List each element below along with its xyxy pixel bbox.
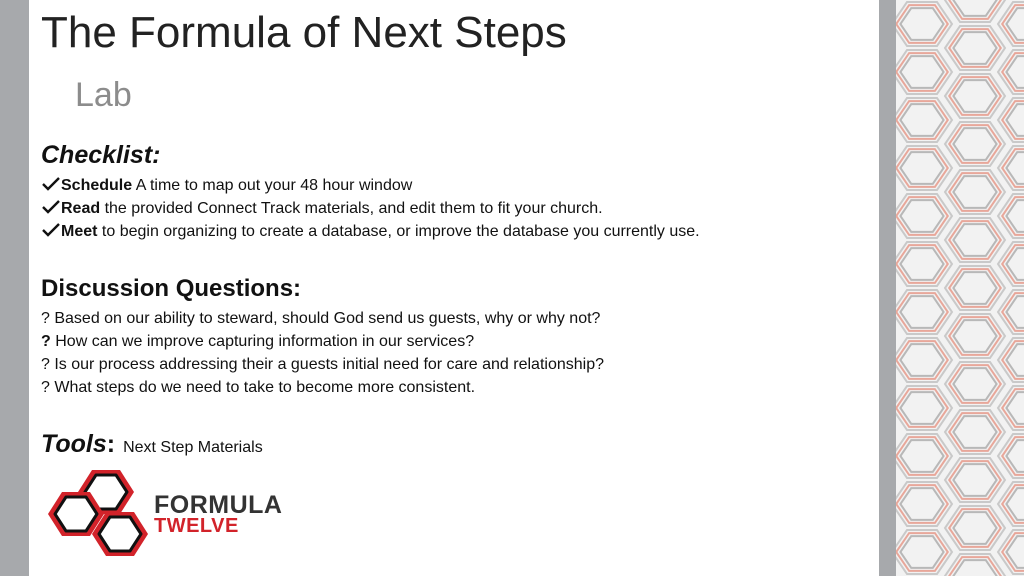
checklist-heading: Checklist:: [41, 141, 161, 169]
slide-subtitle: Lab: [75, 76, 132, 114]
left-side-bar: [0, 0, 29, 576]
hexagon-logo-icon: [46, 462, 156, 558]
discussion-question: ? Is our process addressing their a guests initial need for care and relationship?: [41, 356, 604, 373]
hexagon-pattern-shape: [896, 293, 948, 331]
hexagon-pattern-shape: [949, 29, 1001, 67]
hexagon-pattern-shape: [953, 80, 996, 112]
hexagon-pattern-shape: [900, 152, 943, 184]
hexagon-pattern-shape: [900, 536, 943, 568]
hexagon-pattern-shape: [953, 128, 996, 160]
hexagon-pattern-shape: [949, 461, 1001, 499]
tools-label: Tools: [41, 430, 107, 458]
checklist-item: [41, 221, 700, 243]
question-text: How can we improve capturing information in our services?: [55, 333, 475, 350]
discussion-question: [41, 331, 474, 353]
tools-row: [41, 430, 263, 459]
checklist-item-keyword: Schedule: [61, 177, 133, 194]
hexagon-pattern-shape: [949, 221, 1001, 259]
hexagon-pattern-shape: [953, 512, 996, 544]
hexagon-pattern-shape: [900, 392, 943, 424]
hexagon-pattern-shape: [900, 344, 943, 376]
hexagon-pattern-shape: [953, 176, 996, 208]
hexagon-pattern-shape: [900, 200, 943, 232]
hexagon-pattern-shape: [953, 416, 996, 448]
hexagon-pattern-shape: [900, 56, 943, 88]
checkmark-icon: [41, 176, 61, 192]
hexagon-pattern-shape: [896, 101, 948, 139]
checklist-item-keyword: Meet: [61, 223, 98, 240]
formula-twelve-logo: [46, 462, 286, 558]
slide-title: The Formula of Next Steps: [41, 8, 567, 57]
hexagon-pattern-shape: [896, 533, 948, 571]
hexagon-pattern-shape: [900, 488, 943, 520]
hexagon-pattern-shape: [900, 104, 943, 136]
checkmark-icon: [41, 199, 61, 215]
logo-text-twelve: TWELVE: [154, 515, 239, 537]
checklist-item-text: A time to map out your 48 hour window: [132, 177, 413, 194]
checklist-item: [41, 175, 412, 197]
checklist-item-text: to begin organizing to create a database, or improve the database you currently use.: [97, 223, 700, 240]
hexagon-pattern-shape: [949, 317, 1001, 355]
discussion-question: ? Based on our ability to steward, should God send us guests, why or why not?: [41, 310, 601, 327]
right-divider-bar: [879, 0, 896, 576]
hexagon-pattern-shape: [896, 197, 948, 235]
hexagon-pattern-shape: [953, 560, 996, 576]
hexagon-pattern-shape: [953, 32, 996, 64]
hexagon-pattern-shape: [896, 149, 948, 187]
discussion-question: ? What steps do we need to take to become more consistent.: [41, 379, 476, 396]
hexagon-pattern-shape: [953, 0, 996, 16]
hexagon-pattern-shape: [949, 173, 1001, 211]
hexagon-pattern-shape: [900, 8, 943, 40]
hexagon-pattern-panel: [896, 0, 1024, 576]
hexagon-pattern-shape: [953, 320, 996, 352]
hexagon-pattern-shape: [896, 5, 948, 43]
checklist-item: [41, 198, 603, 220]
hexagon-pattern-shape: [949, 269, 1001, 307]
checkmark-icon: [41, 222, 61, 238]
hexagon-pattern-shape: [953, 272, 996, 304]
discussion-heading: Discussion Questions:: [41, 275, 302, 302]
hexagon-pattern-shape: [896, 437, 948, 475]
hexagon-pattern-shape: [949, 509, 1001, 547]
slide-content: [29, 0, 879, 576]
hexagon-pattern-shape: [900, 296, 943, 328]
tools-colon: :: [106, 430, 116, 458]
hexagon-pattern-shape: [900, 440, 943, 472]
hexagon-pattern-shape: [896, 53, 948, 91]
question-mark: ?: [41, 333, 51, 350]
tools-value: Next Step Materials: [123, 439, 263, 456]
hexagon-pattern-shape: [953, 464, 996, 496]
hexagon-pattern-shape: [949, 77, 1001, 115]
hexagon-pattern-shape: [900, 248, 943, 280]
hexagon-pattern-shape: [949, 413, 1001, 451]
hexagon-pattern-shape: [949, 365, 1001, 403]
hexagon-pattern-shape: [953, 224, 996, 256]
hexagon-pattern-shape: [896, 485, 948, 523]
checklist-item-text: the provided Connect Track materials, and edit them to fit your church.: [100, 200, 603, 217]
hexagon-pattern-shape: [949, 125, 1001, 163]
hexagon-pattern-shape: [896, 245, 948, 283]
hexagon-pattern-icon: [896, 0, 1024, 576]
hexagon-pattern-shape: [953, 368, 996, 400]
logo-text-formula: FORMULA: [154, 491, 283, 519]
checklist-item-keyword: Read: [61, 200, 101, 217]
hexagon-pattern-shape: [896, 341, 948, 379]
hexagon-pattern-shape: [896, 389, 948, 427]
